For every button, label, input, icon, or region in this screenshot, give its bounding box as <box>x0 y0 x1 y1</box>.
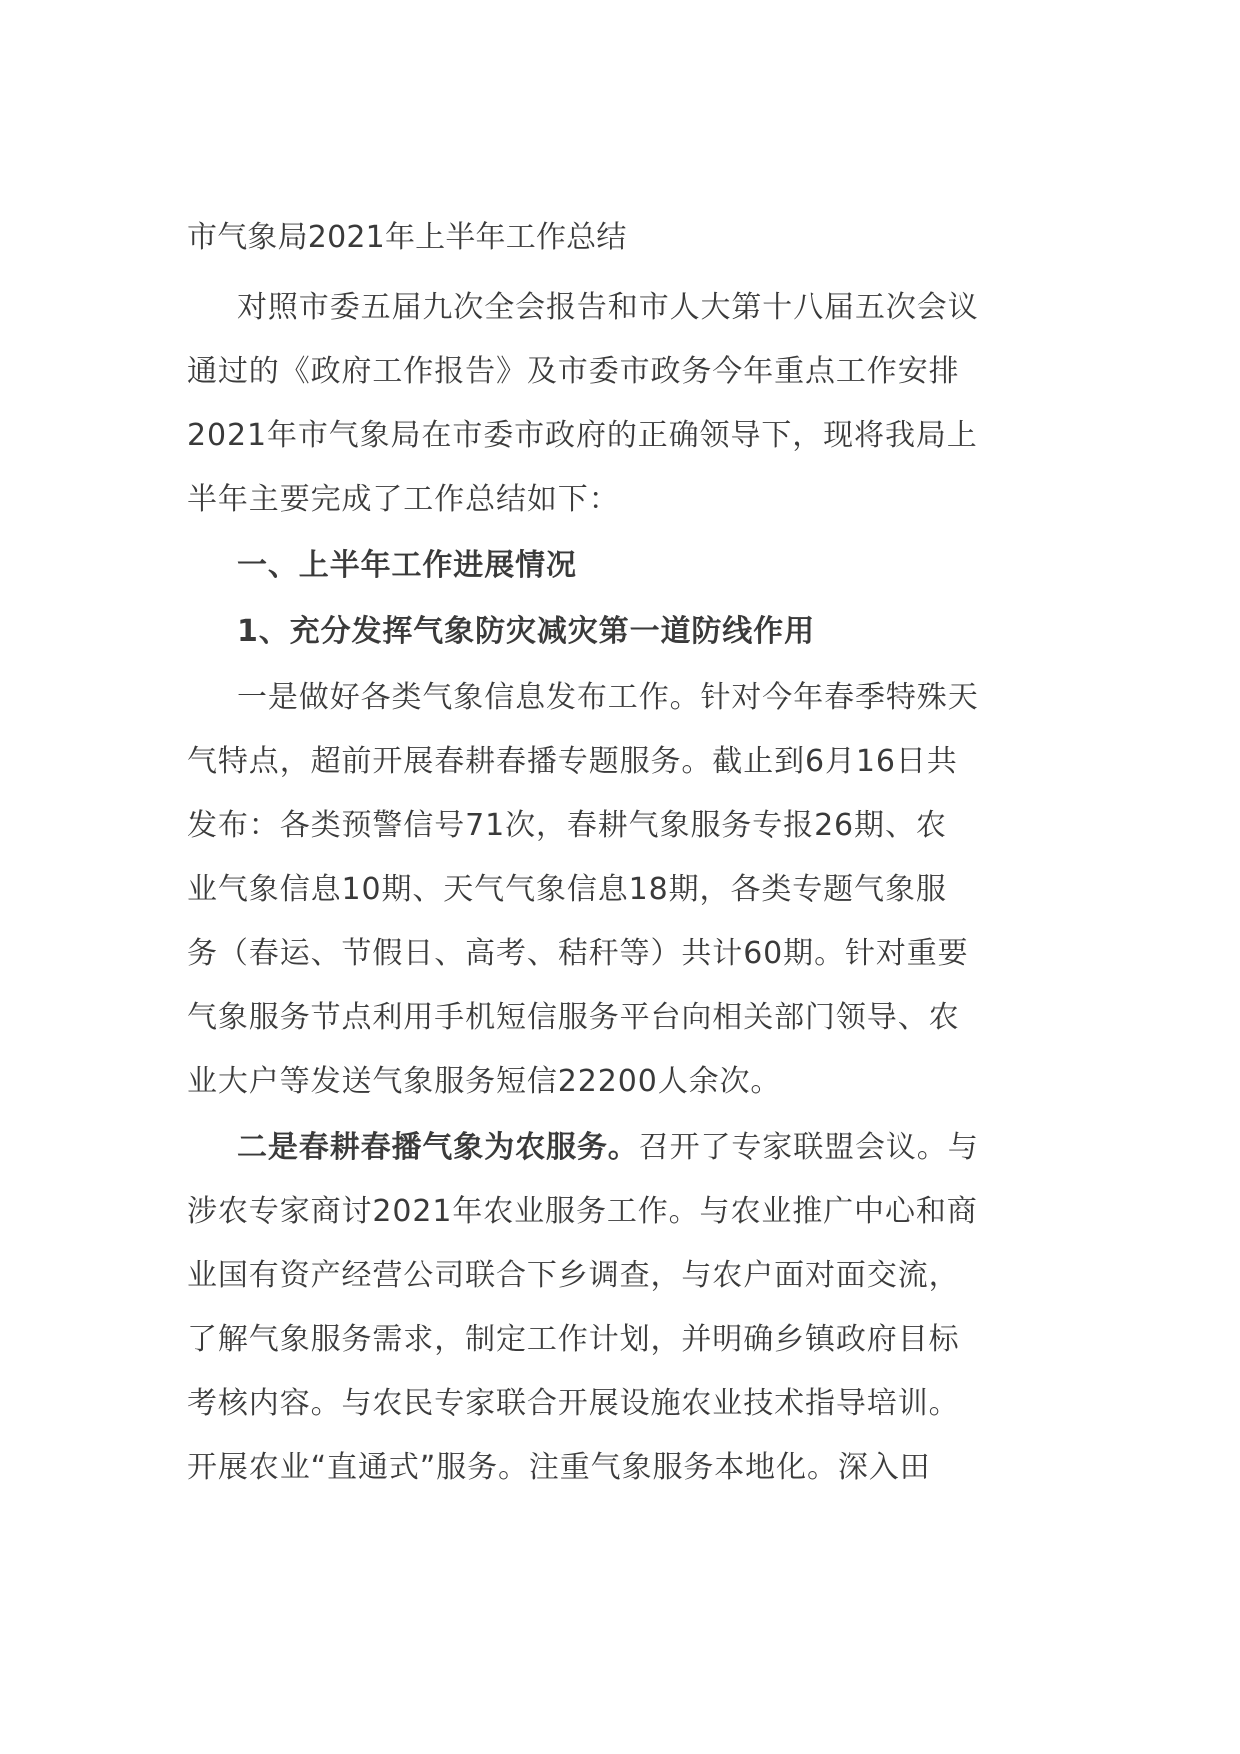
paragraph-line <box>187 742 958 782</box>
line-text: 了解气象服务需求，制定工作计划，并明确乡镇政府目标 <box>187 1322 960 1357</box>
line-text: 务（春运、节假日、高考、秸秆等）共计60期。针对重要 <box>187 936 969 971</box>
paragraph-line <box>187 806 947 846</box>
paragraph-line <box>187 1384 960 1424</box>
paragraph-line <box>237 1128 979 1168</box>
document-title: 市气象局2021年上半年工作总结 <box>187 220 627 255</box>
line-text: 对照市委五届九次全会报告和市人大第十八届五次会议 <box>237 290 979 325</box>
paragraph-line <box>187 1448 931 1488</box>
paragraph-line <box>187 416 978 456</box>
paragraph-line <box>187 934 969 974</box>
paragraph-line <box>187 1256 960 1296</box>
paragraph-line <box>187 480 620 520</box>
line-text: 发布：各类预警信号71次，春耕气象服务专报26期、农 <box>187 808 947 843</box>
line-text: 开展农业“直通式”服务。注重气象服务本地化。深入田 <box>187 1450 931 1485</box>
paragraph-line <box>187 998 960 1038</box>
line-text: 召开了专家联盟会议。与 <box>638 1130 979 1165</box>
inline-bold-lead: 二是春耕春播气象为农服务。 <box>237 1130 639 1165</box>
line-text: 通过的《政府工作报告》及市委市政务今年重点工作安排 <box>187 354 960 389</box>
line-text: 气特点，超前开展春耕春播专题服务。截止到6月16日共 <box>187 744 958 779</box>
paragraph-line <box>237 678 979 718</box>
line-text: 涉农专家商讨2021年农业服务工作。与农业推广中心和商 <box>187 1194 978 1229</box>
line-text: 1、充分发挥气象防灾减灾第一道防线作用 <box>237 614 815 649</box>
line-text: 气象服务节点利用手机短信服务平台向相关部门领导、农 <box>187 1000 960 1035</box>
line-text: 业国有资产经营公司联合下乡调查，与农户面对面交流， <box>187 1258 960 1293</box>
section-heading <box>237 612 815 652</box>
paragraph-line <box>187 352 960 392</box>
line-text: 2021年市气象局在市委市政府的正确领导下，现将我局上 <box>187 418 978 453</box>
paragraph-line <box>237 288 979 328</box>
line-text: 业气象信息10期、天气气象信息18期，各类专题气象服 <box>187 872 947 907</box>
paragraph-line <box>187 1192 978 1232</box>
line-text: 一、上半年工作进展情况 <box>237 548 577 583</box>
line-text: 业大户等发送气象服务短信22200人余次。 <box>187 1064 782 1099</box>
paragraph-line <box>187 870 947 910</box>
section-heading <box>237 546 577 586</box>
line-text: 考核内容。与农民专家联合开展设施农业技术指导培训。 <box>187 1386 960 1421</box>
line-text: 一是做好各类气象信息发布工作。针对今年春季特殊天 <box>237 680 979 715</box>
paragraph-line <box>187 1320 960 1360</box>
paragraph-line <box>187 1062 781 1102</box>
line-text: 半年主要完成了工作总结如下： <box>187 482 620 517</box>
